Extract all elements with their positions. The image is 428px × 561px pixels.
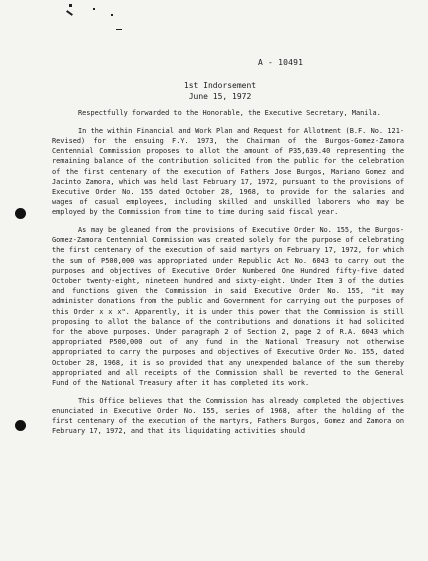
scan-mark xyxy=(116,29,122,30)
endorsement-heading xyxy=(140,80,300,102)
endorsement-date: June 15, 1972 xyxy=(188,92,252,101)
endorsement-title: 1st Indorsement xyxy=(183,81,257,90)
document-number: A - 10491 xyxy=(258,58,304,67)
scan-mark xyxy=(69,4,72,7)
paragraph-financial-plan: In the within Financial and Work Plan and Request for Allotment (B.F. No. 121-Revised) for the ensuing F.Y. 1973, the Chairman of the Burgos-Gomez-Zamora Centennial Commission proposes to allot the amount of P35,639.40 representing the remaining balance of the contribution solicited from the public for the celebration of the first centenary of the execution of Fathers Jose Burgos, Mariano Gomez and Jacinto Zamora, which was held last February 17, 1972, pursuant to the provisions of Executive Order No. 155 dated October 28, 1968, to provide for the salaries and wages of casual employees, including skilled and unskilled laborers who may be employed by the Commission from time to time during said fiscal year. xyxy=(52,126,404,217)
document-body xyxy=(52,108,404,444)
scan-mark xyxy=(93,8,95,10)
binder-hole-top xyxy=(15,208,26,219)
paragraph-forwarding: Respectfully forwarded to the Honorable, the Executive Secretary, Manila. xyxy=(78,109,381,117)
paragraph-executive-order: As may be gleaned from the provisions of Executive Order No. 155, the Burgos-Gomez-Zamora Centennial Commission was created solely for the purpose of celebrating the first centenary of the execution of said martyrs on February 17, 1972, for which the sum of P500,000 was appropriated under Republic Act No. 6043 to carry out the purposes and objectives of Executive Order Numbered One Hundred fifty-five dated October twenty-eight, nineteen hundred and sixty-eight. Under Item 3 of the duties and functions given the Commission in said Executive Order No. 155, "it may administer donations from the public and Government for carrying out the purposes of this Order x x x". Apparently, it is under this power that the Commission is still proposing to allot the balance of the contributions and donations it had solicited for the above purposes. Under paragraph 2 of Section 2, page 2 of R.A. 6043 which appropriated P500,000 out of any fund in the National Treasury not otherwise appropriated to carry the purposes and objectives of Executive Order No. 155, dated October 28, 1968, it is so provided that any unexpended balance of the sum thereby appropriated and all receipts of the Commission shall be reverted to the General Fund of the National Treasury after it has completed its work. xyxy=(52,226,404,388)
paragraph-office-opinion: This Office believes that the Commission has already completed the objectives enunciated in Executive Order No. 155, series of 1968, after the holding of the first centenary of the execution of the martyrs, Fathers Burgos, Gomez and Zamora on February 17, 1972, and that its liquidating activities should xyxy=(52,396,404,436)
binder-hole-bottom xyxy=(15,420,26,431)
scan-mark xyxy=(111,14,113,16)
scan-mark xyxy=(66,10,73,16)
